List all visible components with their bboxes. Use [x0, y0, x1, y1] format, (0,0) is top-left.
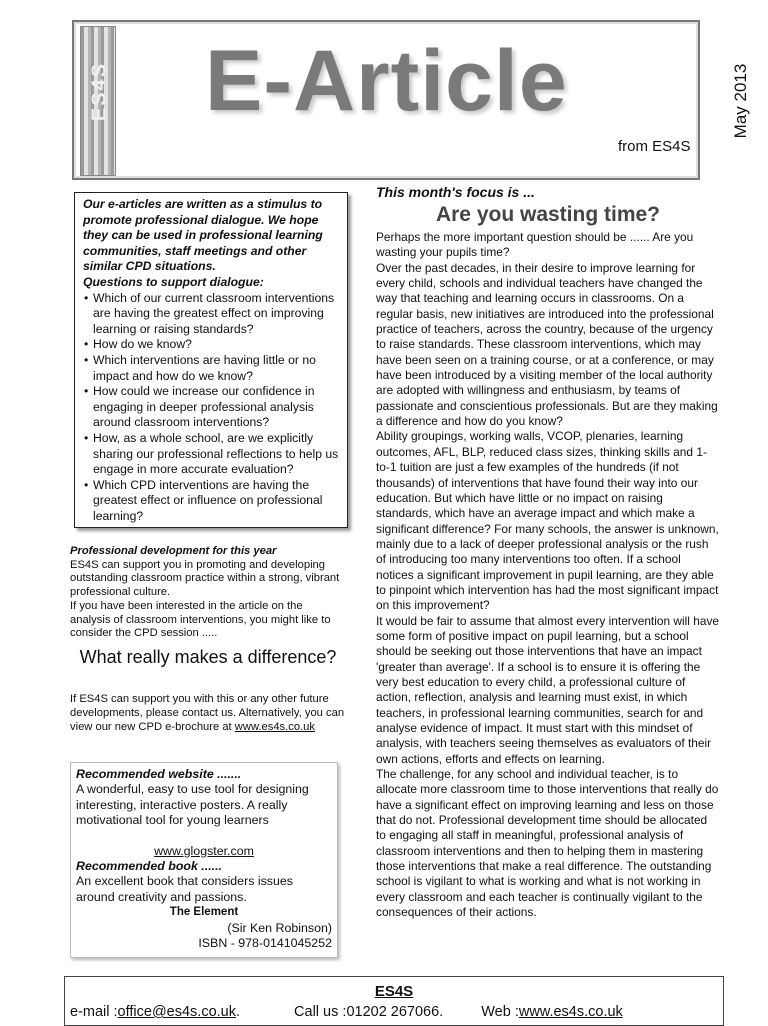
recommended-book-heading: Recommended book ......	[76, 859, 222, 874]
book-isbn: ISBN - 978-0141045252	[198, 936, 332, 951]
article-paragraph: The challenge, for any school and individual teacher, is to allocate more classroom time to those interventions that really do have a significant effect on improving learning and less on those that do not. Professional development time should be allocated to engaging all staff in meaningful, professional analysis of classroom interventions and then to helping them in mastering those interventions that make a real difference. The outstanding school is vigilant to what is working and what is not working in every classroom and each teacher is continually vigilant to the consequences of their actions.	[376, 767, 719, 920]
issue-date-text: May 2013	[731, 63, 750, 139]
question-item: • Which interventions are having little or no impact and how do we know?	[93, 353, 339, 384]
article-title: Are you wasting time?	[435, 203, 661, 226]
article-paragraph: Over the past decades, in their desire to improve learning for every child, schools and individual teachers have changed the way that teaching and learning occurs in classrooms. On a regular basis, new initiatives are introduced into the professional practice of teachers, across the country, because of the urgency to raise standards. These classroom interventions, which may have been seen on a training course, or at a conference, or may have been introduced by a visiting member of the local authority are adopted with willingness and enthusiasm, by teams of passionate and conscientious professionals. But are they making a difference and how do you know?	[376, 260, 718, 429]
book-author: (Sir Ken Robinson)	[227, 920, 332, 935]
issue-date	[726, 56, 756, 146]
question-item: • How, as a whole school, are we explicitly sharing our professional reflections to help us engage in more accurate evaluation?	[93, 431, 339, 478]
question-item: • How could we increase our confidence in engaging in deeper professional analysis around classroom interventions?	[93, 384, 339, 431]
recommended-box	[70, 762, 338, 958]
article-paragraph: It would be fair to assume that almost every intervention will have some form of positive impact on pupil learning, but a school should be seeking out those interventions that have an impact 'greater than average'. If a school is to ensure it is offering the very best education to every child, a professional culture of action, reflection, analysis and learning must exist, in which teachers, in professional learning communities, search for and analyse evidence of impact. It must start with this mindset of analysis, with teachers seeing themselves as evaluators of their own actions, efforts and effects on learning.	[376, 613, 720, 766]
question-item: • How do we know?	[93, 337, 339, 353]
recommended-website-heading: Recommended website .......	[76, 767, 242, 781]
focus-label: This month's focus is ...	[376, 184, 535, 200]
intro-lead: Our e-articles are written as a stimulus to promote professional dialogue. We hope they can be used in professional learning communities, staff meetings and other similar CPD situations.	[83, 197, 323, 274]
contact-text	[70, 692, 346, 734]
question-item: • Which of our current classroom interventions are having the greatest effect on improving learning or raising standards?	[93, 291, 339, 338]
footer-contact-line: e-mail :office@es4s.co.uk. Call us :01202 267066. Web :www.es4s.co.uk	[70, 1004, 623, 1020]
glogster-link[interactable]: www.glogster.com	[154, 843, 254, 858]
from-label: from ES4S	[618, 138, 691, 155]
email-link[interactable]: office@es4s.co.uk	[117, 1004, 236, 1020]
email-label: e-mail :	[70, 1004, 118, 1020]
phone-number: 01202 267066.	[346, 1004, 444, 1020]
pd-text-2: If you have been interested in the article on the analysis of classroom interventions, you might like to consider the CPD session .....	[70, 599, 331, 640]
intro-box	[74, 192, 348, 528]
question-item: • Which CPD interventions are having the greatest effect or influence on professional learning?	[93, 478, 339, 525]
questions-heading: Questions to support dialogue:	[83, 274, 264, 289]
recommended-website-text: A wonderful, easy to use tool for designing interesting, interactive posters. A really motivational tool for young learners	[76, 782, 309, 828]
article-paragraph: Perhaps the more important question should be ...... Are you wasting your pupils time?	[376, 230, 694, 260]
book-title: The Element	[169, 906, 239, 919]
recommended-book-text: An excellent book that considers issues around creativity and passions.	[76, 874, 293, 904]
pd-heading: Professional development for this year	[70, 545, 277, 557]
article-body	[376, 230, 720, 920]
pd-text-1: ES4S can support you in promoting and developing outstanding classroom practice within a strong, vibrant professional culture.	[70, 558, 340, 599]
page-title: E-Article	[205, 33, 568, 129]
pd-section	[70, 545, 346, 641]
article-paragraph: Ability groupings, working walls, VCOP, plenaries, learning outcomes, AFL, BLP, reduced class sizes, thinking skills and 1-to-1 tuition are just a few examples of the hundreds (if not thousands) of interventions that have found their way into our education. But which have little or no impact on raising standards, which have an average impact and which make a significant difference? For many schools, the answer is unknown, mainly due to a lack of deeper professional analysis or the rush of introducing too many interventions too often. If a school notices a significant improvement in pupil learning, are they able to pinpoint which intervention has had the most significant impact on this improvement?	[376, 429, 719, 613]
web-link[interactable]: www.es4s.co.uk	[518, 1004, 623, 1020]
what-makes-difference-heading: What really makes a difference?	[79, 647, 337, 667]
call-label: Call us :	[294, 1004, 347, 1020]
questions-list	[83, 291, 339, 525]
web-label: Web :	[481, 1004, 519, 1020]
footer-org-name: ES4S	[374, 983, 414, 1000]
contact-text-body: If ES4S can support you with this or any other future developments, please contact us. Alternatively, you can view our new CPD e-brochure at	[70, 693, 345, 733]
logo-text: ES4S	[88, 61, 111, 122]
brochure-link[interactable]: www.es4s.co.uk	[234, 721, 315, 733]
